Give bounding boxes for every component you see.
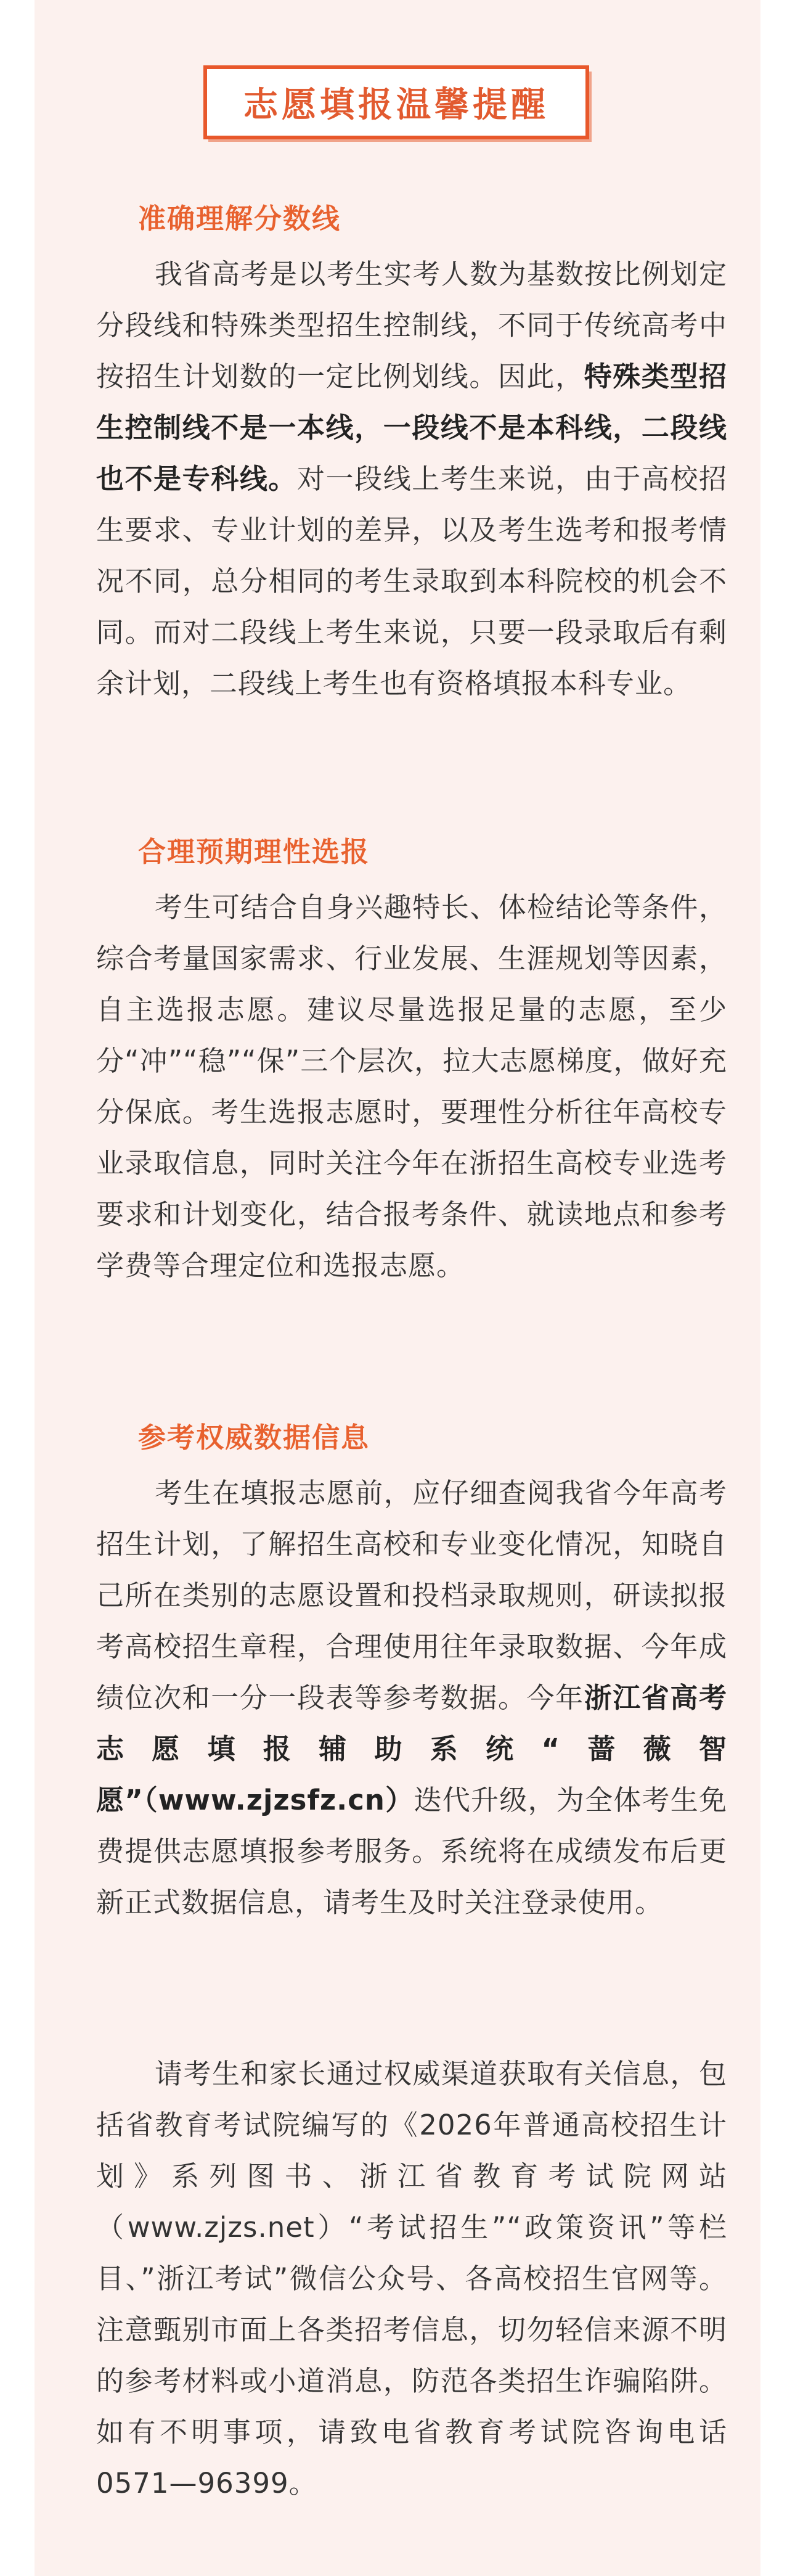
section-paragraph bbox=[96, 1467, 727, 1928]
paragraph-bold-text: 浙江省高考志愿填报辅助系统“蔷薇智愿”（www.zjzsfz.cn） bbox=[96, 1681, 727, 1816]
section-authoritative-data bbox=[96, 1419, 727, 1928]
title-banner-box bbox=[203, 65, 589, 139]
page-title: 志愿填报温馨提醒 bbox=[243, 85, 549, 125]
paragraph-text: 对一段线上考生来说，由于高校招生要求、专业计划的差异，以及考生选考和报考情况不同，总分相同的考生录取到本科院校的机会不同。而对二段线上考生来说，只要一段录取后有剩余计划，二段线上考生也有资格填报本科专业。 bbox=[96, 462, 727, 700]
section-heading: 参考权威数据信息 bbox=[138, 1421, 370, 1454]
paragraph-bold-text: 特殊类型招生控制线不是一本线，一段线不是本科线，二段线也不是专科线。 bbox=[96, 360, 727, 495]
section-paragraph bbox=[96, 2048, 727, 2509]
section-rational-choice bbox=[96, 834, 727, 1291]
paragraph-text: 考生在填报志愿前，应仔细查阅我省今年高考招生计划，了解招生高校和专业变化情况，知晓自己所在类别的志愿设置和投档录取规则，研读拟报考高校招生章程，合理使用往年录取数据、今年成绩位次和一分一段表等参考数据。今年 bbox=[96, 1477, 727, 1714]
paragraph-text: 迭代升级，为全体考生免费提供志愿填报参考服务。系统将在成绩发布后更新正式数据信息，请考生及时关注登录使用。 bbox=[96, 1784, 727, 1919]
paragraph-text: 考生可结合自身兴趣特长、体检结论等条件，综合考量国家需求、行业发展、生涯规划等因素，自主选报志愿。建议尽量选报足量的志愿，至少分“冲”“稳”“保”三个层次，拉大志愿梯度，做好充分保底。考生选报志愿时，要理性分析往年高校专业录取信息，同时关注今年在浙招生高校专业选考要求和计划变化，结合报考条件、就读地点和参考学费等合理定位和选报志愿。 bbox=[96, 891, 727, 1282]
section-paragraph bbox=[96, 882, 727, 1291]
section-score-lines bbox=[96, 200, 727, 709]
section-heading: 准确理解分数线 bbox=[138, 202, 341, 235]
paragraph-text: 我省高考是以考生实考人数为基数按比例划定分段线和特殊类型招生控制线，不同于传统高考中按招生计划数的一定比例划线。因此， bbox=[96, 258, 727, 393]
section-official-channels bbox=[96, 2048, 727, 2509]
title-banner bbox=[203, 65, 592, 142]
section-heading: 合理预期理性选报 bbox=[138, 835, 370, 868]
section-paragraph bbox=[96, 248, 727, 709]
paragraph-text: 请考生和家长通过权威渠道获取有关信息，包括省教育考试院编写的《2026年普通高校招生计划》系列图书、浙江省教育考试院网站（www.zjzs.net）“考试招生”“政策资讯”等栏目、”浙江考试”微信公众号、各高校招生官网等。注意甄别市面上各类招考信息，切勿轻信来源不明的参考材料或小道消息，防范各类招生诈骗陷阱。如有不明事项，请致电省教育考试院咨询电话0571—96399。 bbox=[96, 2057, 727, 2500]
